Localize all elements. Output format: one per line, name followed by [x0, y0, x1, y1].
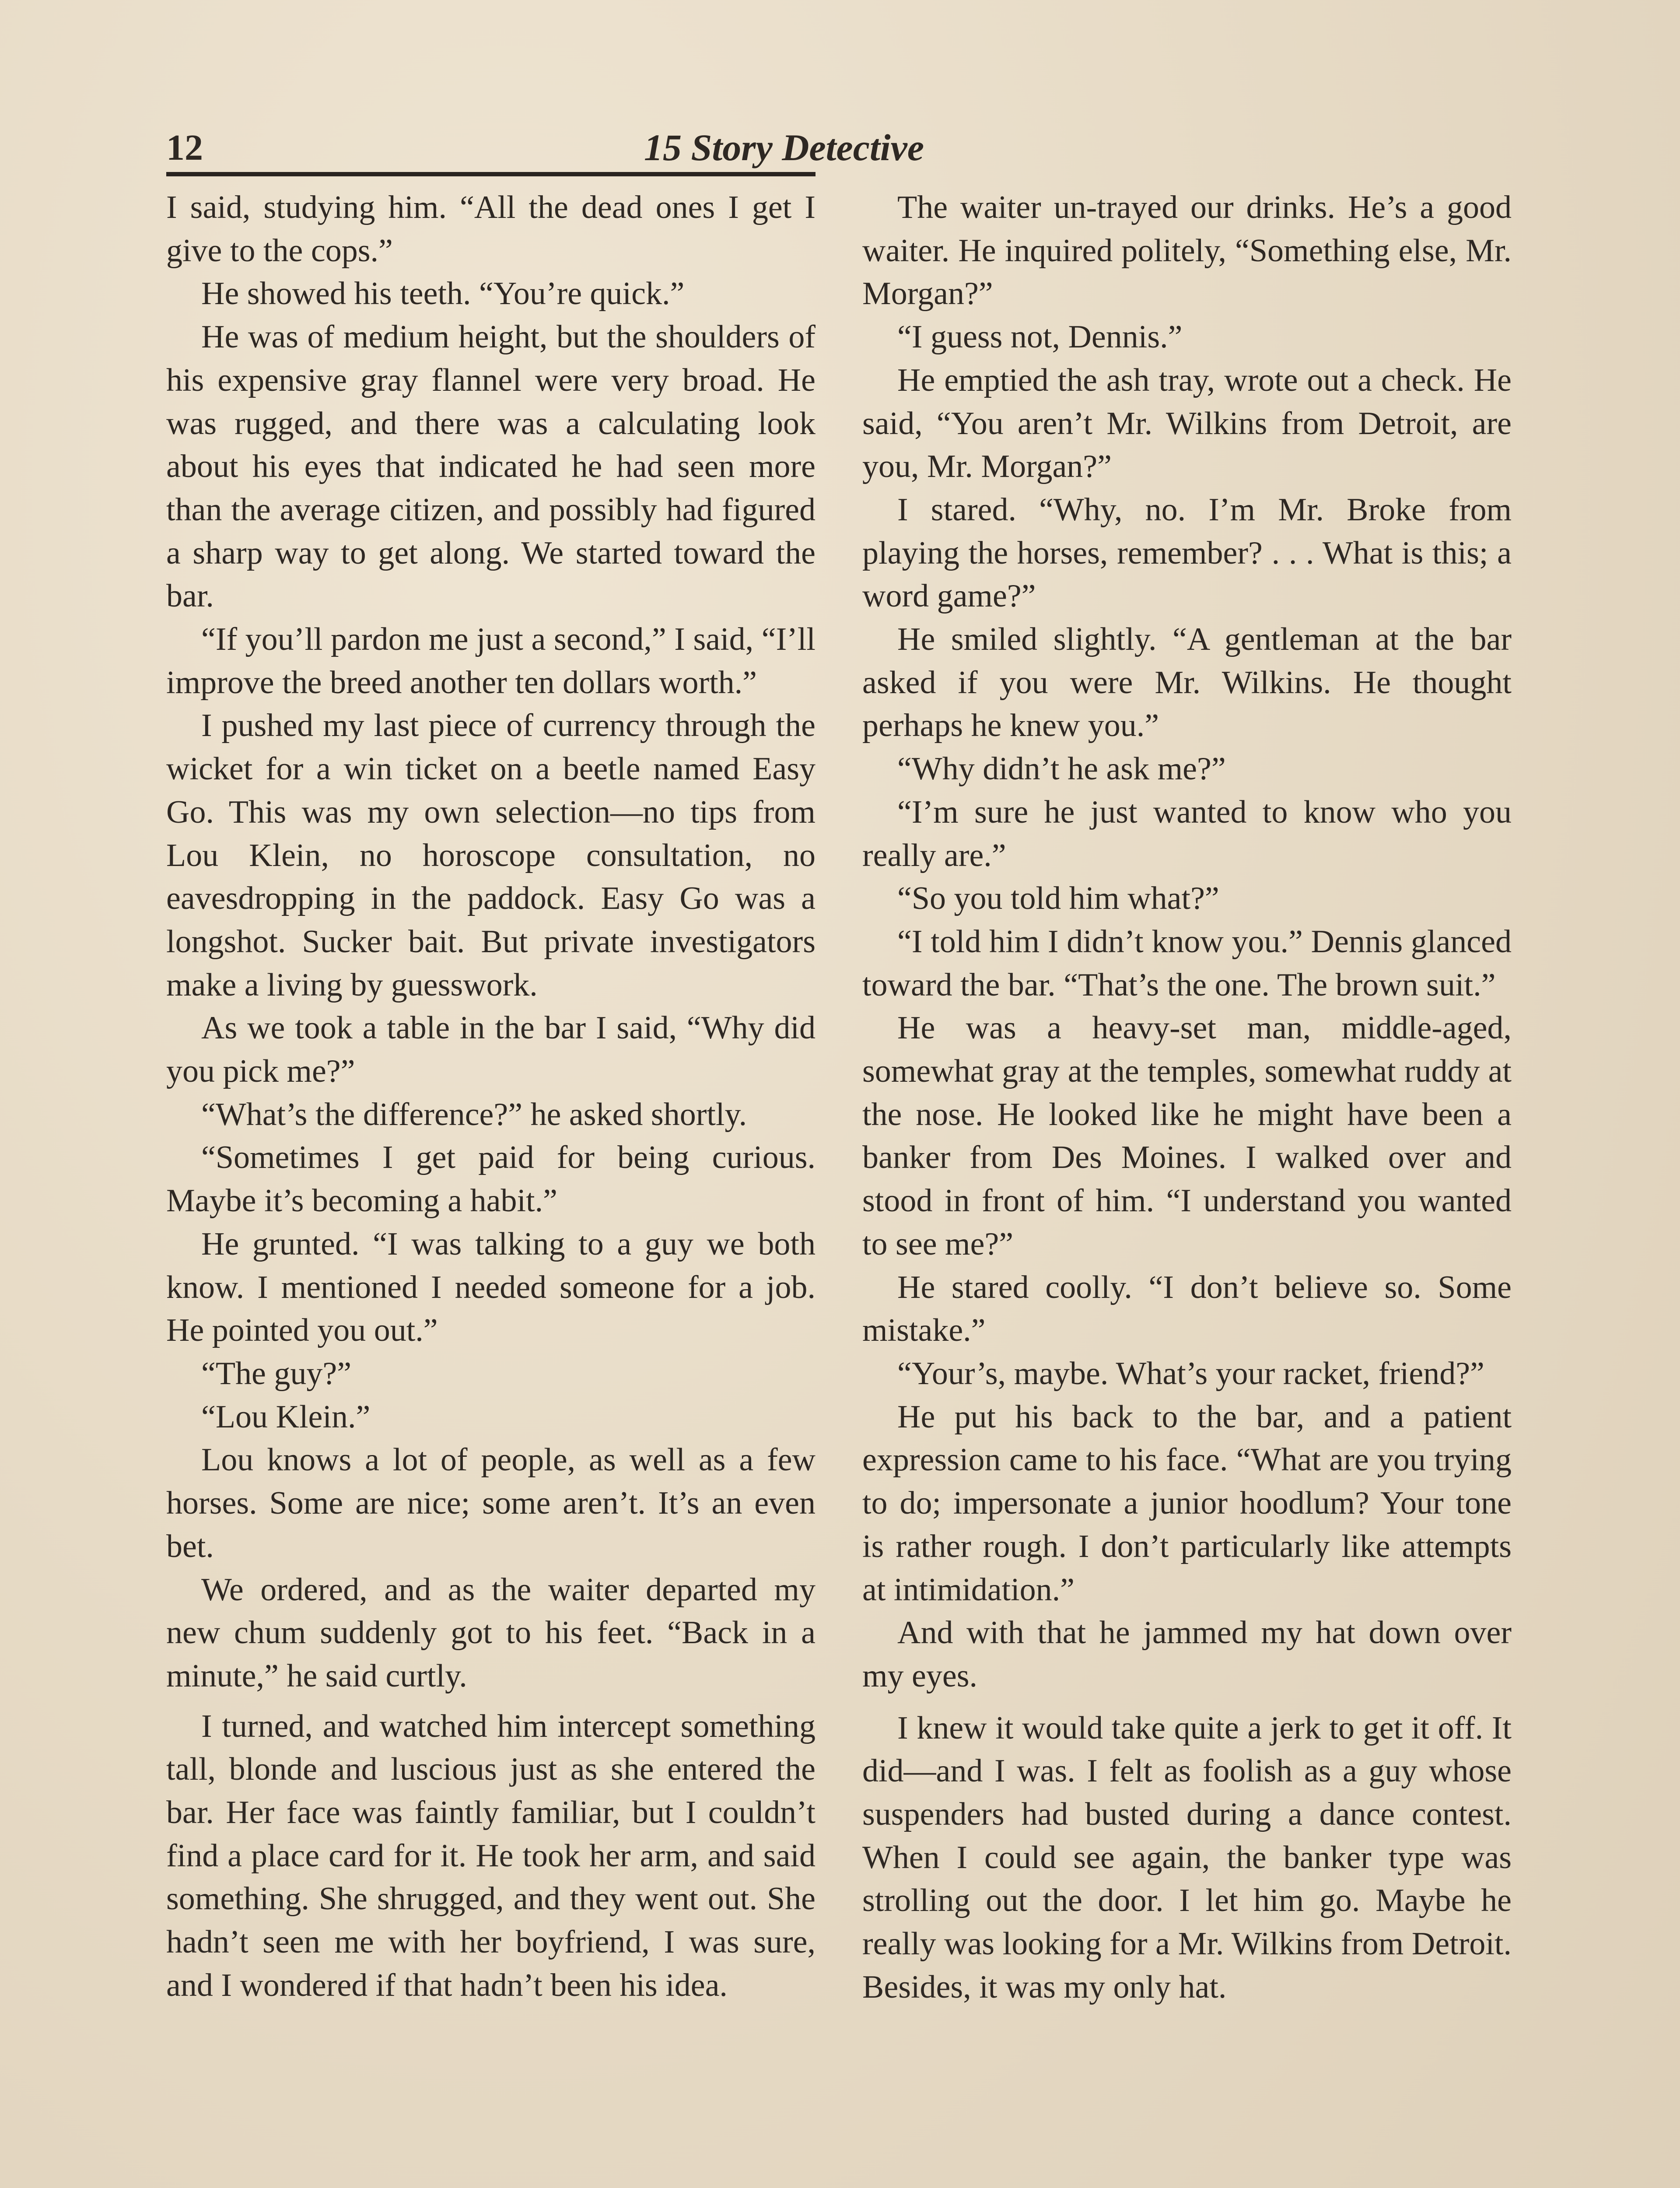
running-title: 15 Story Detective	[644, 126, 924, 168]
paragraph: I pushed my last piece of currency through the wicket for a win ticket on a beetle named Easy Go. This was my own selection—no tips from Lou Klein, no horoscope consultation, no eavesdropping in the paddock. Easy Go was a longshot. Sucker bait. But private investigators make a living by guesswork.	[166, 708, 816, 1003]
paragraph: “The guy?”	[201, 1355, 352, 1392]
paragraph: And with that he jammed my hat down over my eyes.	[862, 1615, 1512, 1694]
paragraph: “If you’ll pardon me just a second,” I said, “I’ll improve the breed another ten dollars worth.”	[166, 621, 816, 701]
paragraph: I knew it would take quite a jerk to get it off. It did—and I was. I felt as foolish as a guy whose suspenders had busted during a dance contest. When I could see again, the banker type was strolling out the door. I let him go. Maybe he really was looking for a Mr. Wilkins from Detroit. Besides, it was my only hat.	[862, 1710, 1512, 2005]
paragraph: He grunted. “I was talking to a guy we both know. I mentioned I needed someone for a job. He pointed you out.”	[166, 1226, 816, 1349]
paragraph: I said, studying him. “All the dead ones I get I give to the cops.”	[166, 189, 816, 269]
paragraph: Lou knows a lot of people, as well as a few horses. Some are nice; some aren’t. It’s an even bet.	[166, 1442, 816, 1564]
header-rule	[166, 172, 816, 176]
paragraph: As we took a table in the bar I said, “Why did you pick me?”	[166, 1010, 816, 1090]
paragraph: “Why didn’t he ask me?”	[897, 751, 1226, 787]
paragraph: The waiter un-trayed our drinks. He’s a good waiter. He inquired politely, “Something else, Mr. Morgan?”	[862, 189, 1512, 312]
paragraph: “I’m sure he just wanted to know who you really are.”	[862, 794, 1512, 873]
paragraph: “What’s the difference?” he asked shortly.	[201, 1096, 747, 1133]
paragraph: “Sometimes I get paid for being curious. Maybe it’s becoming a habit.”	[166, 1140, 816, 1219]
paragraph: I turned, and watched him intercept something tall, blonde and luscious just as she entered the bar. Her face was faintly familiar, but I couldn’t find a place card for it. He took her arm, and said something. She shrugged, and they went out. She hadn’t seen me with her boyfriend, I was sure, and I wondered if that hadn’t been his idea.	[166, 1708, 816, 2003]
paragraph: “I told him I didn’t know you.” Dennis glanced toward the bar. “That’s the one. The brown suit.”	[862, 923, 1512, 1003]
paragraph: “So you told him what?”	[897, 880, 1219, 917]
paragraph: He showed his teeth. “You’re quick.”	[201, 276, 685, 312]
right-column	[862, 186, 1512, 2009]
page-number: 12	[166, 127, 203, 168]
left-column	[166, 186, 816, 2007]
paragraph: He was of medium height, but the shoulders of his expensive gray flannel were very broad. He was rugged, and there was a calculating look about his eyes that indicated he had seen more than the average citizen, and possibly had figured a sharp way to get along. We started toward the bar.	[166, 319, 816, 614]
paragraph: “Lou Klein.”	[201, 1399, 371, 1435]
paragraph: “Your’s, maybe. What’s your racket, friend?”	[897, 1355, 1484, 1392]
page-header	[166, 123, 924, 172]
paragraph: He emptied the ash tray, wrote out a check. He said, “You aren’t Mr. Wilkins from Detroit, are you, Mr. Morgan?”	[862, 362, 1512, 485]
paragraph: He smiled slightly. “A gentleman at the bar asked if you were Mr. Wilkins. He thought perhaps he knew you.”	[862, 621, 1512, 744]
paragraph: “I guess not, Dennis.”	[897, 319, 1183, 355]
paragraph: I stared. “Why, no. I’m Mr. Broke from playing the horses, remember? . . . What is this; a word game?”	[862, 491, 1512, 614]
paragraph: We ordered, and as the waiter departed my new chum suddenly got to his feet. “Back in a minute,” he said curtly.	[166, 1571, 816, 1694]
paragraph: He was a heavy-set man, middle-aged, somewhat gray at the temples, somewhat ruddy at the nose. He looked like he might have been a banker from Des Moines. I walked over and stood in front of him. “I understand you wanted to see me?”	[862, 1010, 1512, 1262]
paragraph: He stared coolly. “I don’t believe so. Some mistake.”	[862, 1269, 1512, 1349]
paragraph: He put his back to the bar, and a patient expression came to his face. “What are you trying to do; impersonate a junior hoodlum? Your tone is rather rough. I don’t particularly like attempts at intimidation.”	[862, 1399, 1512, 1608]
